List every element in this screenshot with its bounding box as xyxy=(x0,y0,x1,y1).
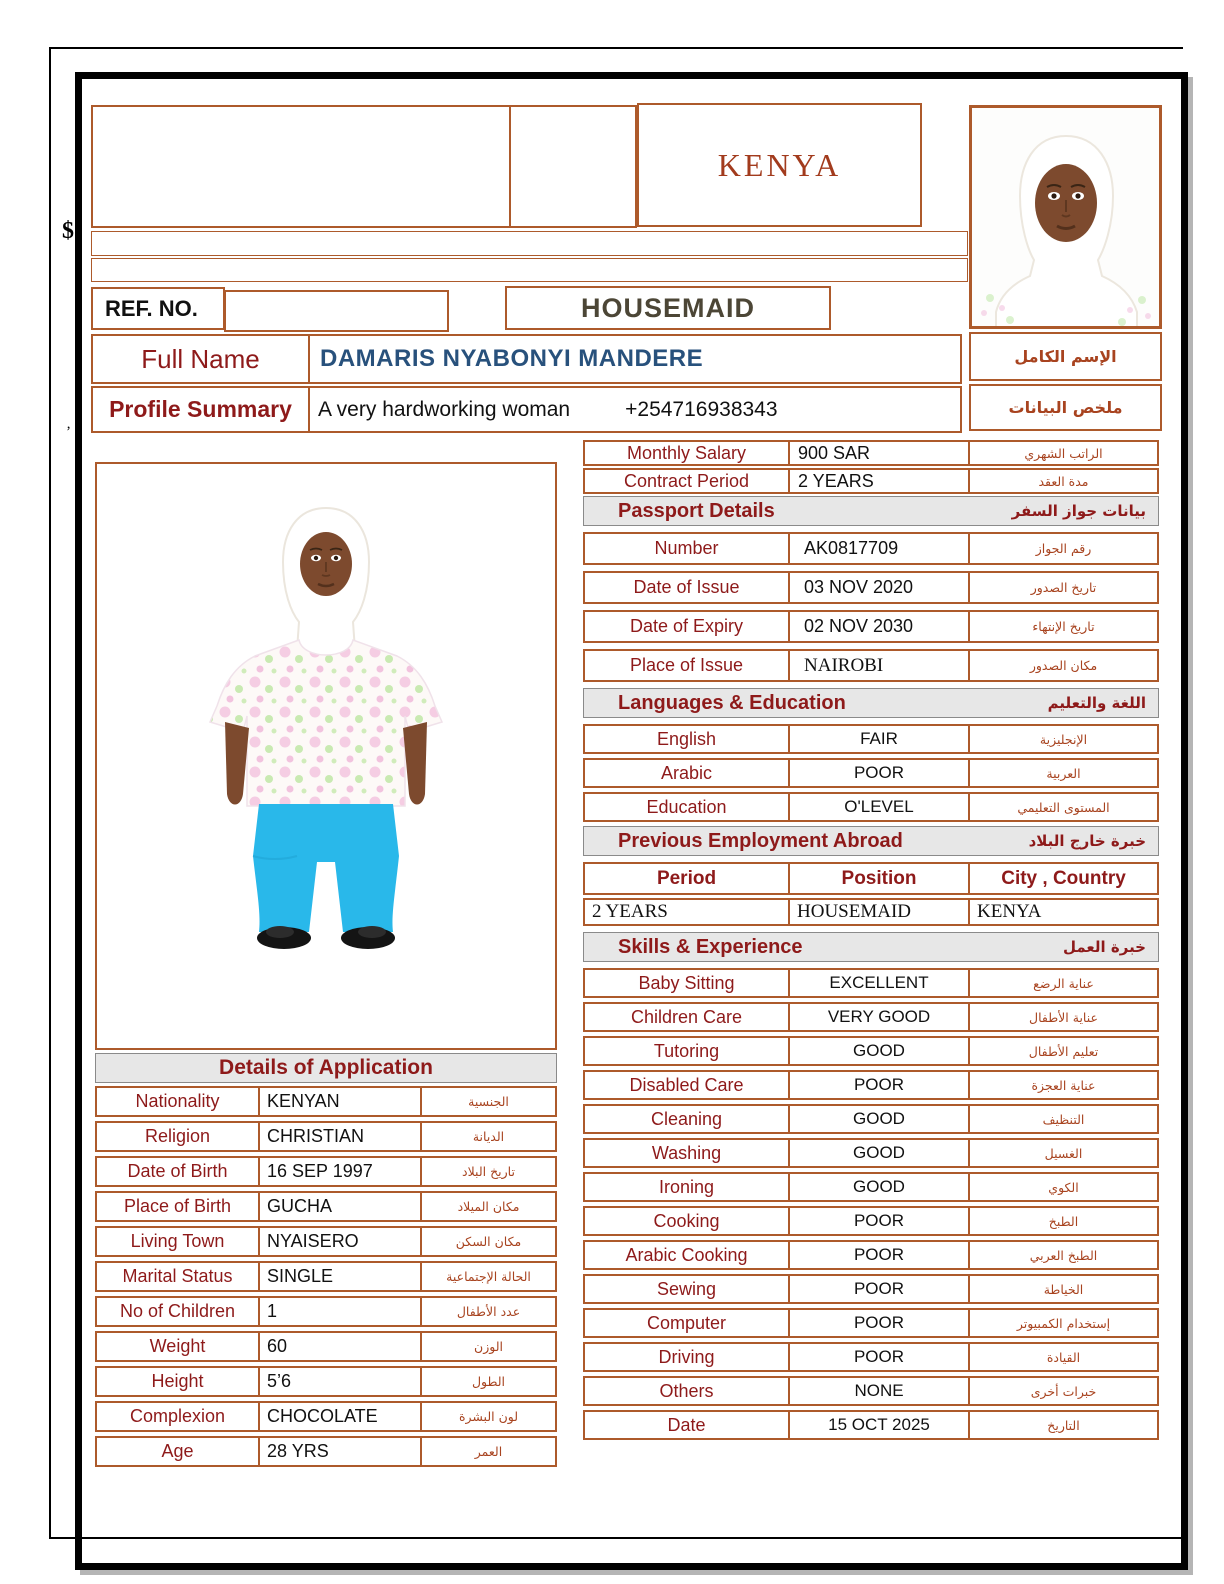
row-arabic-label: تاريخ الإنتهاء xyxy=(1032,619,1095,634)
table-row xyxy=(583,968,1159,998)
row-label: Date xyxy=(667,1414,706,1435)
row-label: Cooking xyxy=(653,1210,720,1231)
position-title: HOUSEMAID xyxy=(505,286,831,330)
row-arabic-label: لون البشرة xyxy=(458,1409,519,1424)
full-name-label: Full Name xyxy=(91,334,310,384)
row-arabic-label: الكوي xyxy=(1048,1179,1079,1195)
table-row xyxy=(95,1331,557,1362)
row-value: Position xyxy=(788,864,970,893)
ref-no-label: REF. NO. xyxy=(91,287,225,330)
table-row xyxy=(583,468,1159,494)
row-value: GOOD xyxy=(788,1038,970,1064)
row-label: Sewing xyxy=(656,1278,717,1299)
row-value: HOUSEMAID xyxy=(788,900,970,924)
row-label: 2 YEARS xyxy=(592,901,668,922)
row-label: Disabled Care xyxy=(629,1074,744,1095)
full-name-arabic-label: الإسم الكامل xyxy=(969,332,1162,381)
row-arabic-label: الإنجليزية xyxy=(1039,731,1088,747)
section-header xyxy=(583,826,1159,856)
row-arabic-label: الطول xyxy=(471,1374,506,1389)
row-arabic-label: الديانة xyxy=(472,1129,505,1144)
row-label: Ironing xyxy=(658,1176,715,1197)
row-value: POOR xyxy=(788,1208,970,1234)
fullbody-illustration xyxy=(97,464,555,1048)
row-arabic-label: عدد الأطفال xyxy=(456,1304,521,1319)
table-row xyxy=(95,1191,557,1222)
row-label: No of Children xyxy=(119,1301,236,1321)
table-row xyxy=(583,898,1159,926)
table-row xyxy=(583,1104,1159,1134)
table-row xyxy=(583,532,1159,565)
row-arabic-label: الخياطة xyxy=(1043,1281,1084,1297)
section-title: Passport Details xyxy=(618,499,775,522)
table-row xyxy=(583,758,1159,788)
row-value: POOR xyxy=(788,1242,970,1268)
country-title-box xyxy=(637,103,922,227)
table-row xyxy=(583,1410,1159,1440)
row-label: Period xyxy=(656,867,717,889)
profile-summary-arabic-label: ملخص البيانات xyxy=(969,384,1162,431)
row-arabic-label: القيادة xyxy=(1046,1349,1081,1365)
row-label: Washing xyxy=(651,1142,722,1163)
header-empty-box-middle xyxy=(509,105,637,228)
row-value: POOR xyxy=(788,1310,970,1336)
row-label: Date of Issue xyxy=(633,577,740,597)
profile-phone-number: +254716938343 xyxy=(625,397,778,421)
table-row xyxy=(95,1296,557,1327)
table-row xyxy=(583,649,1159,682)
row-label: Number xyxy=(654,538,719,558)
section-title-arabic: خبرة العمل xyxy=(1062,938,1146,956)
section-title: Skills & Experience xyxy=(618,935,803,958)
row-value: VERY GOOD xyxy=(788,1004,970,1030)
row-arabic-label: التنظيف xyxy=(1042,1111,1085,1127)
row-value: 28 YRS xyxy=(258,1438,422,1465)
row-label: Baby Sitting xyxy=(638,972,735,993)
table-row xyxy=(583,1342,1159,1372)
table-row xyxy=(583,1002,1159,1032)
header-blank-row-2 xyxy=(91,258,968,282)
applicant-headshot-photo xyxy=(969,105,1162,329)
row-arabic-label: عناية العجزة xyxy=(1031,1077,1096,1093)
row-arabic-label: مدة العقد xyxy=(1038,473,1089,489)
row-value: 2 YEARS xyxy=(788,470,970,492)
ref-no-field xyxy=(224,290,449,332)
row-label: Date of Birth xyxy=(127,1161,228,1181)
details-of-application-table xyxy=(95,1086,557,1471)
row-arabic-label: الحالة الإجتماعية xyxy=(446,1269,531,1284)
section-title-arabic: خبرة خارج البلاد xyxy=(1028,832,1146,850)
details-of-application-header: Details of Application xyxy=(95,1053,557,1083)
row-value: 1 xyxy=(258,1298,422,1325)
header-blank-row-1 xyxy=(91,231,968,256)
row-label: Religion xyxy=(144,1126,211,1146)
row-arabic-label: الجنسية xyxy=(468,1094,509,1109)
table-row xyxy=(95,1156,557,1187)
row-value: GUCHA xyxy=(258,1193,422,1220)
row-value: EXCELLENT xyxy=(788,970,970,996)
row-value: 900 SAR xyxy=(788,442,970,464)
section-title: Previous Employment Abroad xyxy=(618,829,903,852)
row-label: Monthly Salary xyxy=(626,442,747,463)
table-row xyxy=(583,1070,1159,1100)
row-arabic-label: الطبخ xyxy=(1048,1213,1079,1229)
table-row xyxy=(583,724,1159,754)
row-value: AK0817709 xyxy=(788,534,970,563)
table-row xyxy=(95,1436,557,1467)
row-value: GOOD xyxy=(788,1174,970,1200)
row-label: Weight xyxy=(149,1336,206,1356)
table-row xyxy=(583,1240,1159,1270)
row-arabic-label: عناية الأطفال xyxy=(1029,1009,1098,1025)
section-title: Languages & Education xyxy=(618,691,846,714)
row-value: CHRISTIAN xyxy=(258,1123,422,1150)
row-label: Age xyxy=(161,1441,194,1461)
table-row xyxy=(583,1036,1159,1066)
row-value: 02 NOV 2030 xyxy=(788,612,970,641)
table-row xyxy=(583,571,1159,604)
table-row xyxy=(95,1401,557,1432)
profile-summary-text: A very hardworking woman xyxy=(318,397,571,421)
row-label: Marital Status xyxy=(122,1266,233,1286)
row-value: KENYAN xyxy=(258,1088,422,1115)
row-value: 03 NOV 2020 xyxy=(788,573,970,602)
row-value: 15 OCT 2025 xyxy=(788,1412,970,1438)
margin-tick-mark: ’ xyxy=(66,424,71,440)
row-value: FAIR xyxy=(788,726,970,752)
row-label: Complexion xyxy=(129,1406,226,1426)
row-value: O'LEVEL xyxy=(788,794,970,820)
row-arabic-label: الراتب الشهري xyxy=(1024,445,1103,461)
row-arabic-label: العمر xyxy=(474,1444,503,1459)
row-value: 16 SEP 1997 xyxy=(258,1158,422,1185)
table-row xyxy=(583,1376,1159,1406)
headshot-illustration xyxy=(972,108,1161,328)
row-value: GOOD xyxy=(788,1140,970,1166)
row-arabic-label: City , Country xyxy=(1001,867,1126,889)
row-value: GOOD xyxy=(788,1106,970,1132)
row-arabic-label: عناية الرضع xyxy=(1033,975,1094,991)
row-label: Cleaning xyxy=(650,1108,723,1129)
section-header xyxy=(583,688,1159,718)
table-row xyxy=(95,1086,557,1117)
row-label: Arabic xyxy=(660,762,713,783)
row-label: Date of Expiry xyxy=(629,616,744,636)
section-header xyxy=(583,496,1159,526)
row-label: Tutoring xyxy=(653,1040,720,1061)
row-arabic-label: KENYA xyxy=(977,901,1042,922)
row-value: POOR xyxy=(788,1344,970,1370)
row-value: POOR xyxy=(788,1072,970,1098)
row-arabic-label: خبرات أخرى xyxy=(1030,1383,1097,1399)
row-arabic-label: مكان الصدور xyxy=(1029,658,1098,673)
row-label: Driving xyxy=(658,1346,715,1367)
table-row xyxy=(583,610,1159,643)
row-value: POOR xyxy=(788,1276,970,1302)
row-arabic-label: تاريخ الصدور xyxy=(1030,580,1097,595)
section-title-arabic: اللغة والتعليم xyxy=(1047,694,1146,712)
row-arabic-label: مكان السكن xyxy=(455,1234,522,1249)
row-arabic-label: الوزن xyxy=(474,1339,503,1354)
row-arabic-label: إستخدام الكمبيوتر xyxy=(1016,1315,1111,1331)
row-value: 60 xyxy=(258,1333,422,1360)
right-info-table xyxy=(583,440,1159,1444)
row-arabic-label: تاريخ البلاد xyxy=(462,1164,515,1179)
row-arabic-label: التاريخ xyxy=(1047,1417,1080,1433)
table-row xyxy=(95,1366,557,1397)
row-arabic-label: تعليم الأطفال xyxy=(1028,1043,1099,1059)
row-value: 5’6 xyxy=(258,1368,422,1395)
profile-summary-value xyxy=(308,386,962,433)
margin-dollar-mark: $ xyxy=(62,218,74,244)
table-row xyxy=(583,1206,1159,1236)
row-label: Place of Issue xyxy=(629,655,744,675)
row-value: NYAISERO xyxy=(258,1228,422,1255)
table-row xyxy=(95,1261,557,1292)
country-title: KENYA xyxy=(717,146,842,183)
row-value: SINGLE xyxy=(258,1263,422,1290)
row-label: Children Care xyxy=(630,1006,743,1027)
row-arabic-label: العربية xyxy=(1046,765,1081,781)
row-arabic-label: الطبخ العربي xyxy=(1029,1247,1098,1263)
row-label: Height xyxy=(151,1371,204,1391)
row-label: Living Town xyxy=(130,1231,225,1251)
row-label: English xyxy=(656,728,717,749)
section-header xyxy=(583,932,1159,962)
row-label: Nationality xyxy=(135,1091,220,1111)
applicant-fullbody-photo xyxy=(95,462,557,1050)
table-row xyxy=(583,1274,1159,1304)
table-row xyxy=(583,1138,1159,1168)
row-label: Place of Birth xyxy=(123,1196,232,1216)
row-value: CHOCOLATE xyxy=(258,1403,422,1430)
full-name-value: DAMARIS NYABONYI MANDERE xyxy=(308,334,962,384)
row-arabic-label: المستوى التعليمي xyxy=(1017,799,1110,815)
row-value: NONE xyxy=(788,1378,970,1404)
table-row xyxy=(95,1226,557,1257)
row-arabic-label: رقم الجواز xyxy=(1035,541,1092,556)
row-arabic-label: الغسيل xyxy=(1044,1145,1083,1161)
table-row xyxy=(583,1308,1159,1338)
section-title-arabic: بيانات جواز السفر xyxy=(1011,502,1146,520)
table-row xyxy=(583,862,1159,895)
row-value: POOR xyxy=(788,760,970,786)
profile-summary-label: Profile Summary xyxy=(91,386,310,433)
row-label: Arabic Cooking xyxy=(625,1244,748,1265)
table-row xyxy=(583,1172,1159,1202)
row-label: Computer xyxy=(646,1312,727,1333)
table-row xyxy=(583,792,1159,822)
header-empty-box-left xyxy=(91,105,511,228)
row-label: Contract Period xyxy=(623,470,750,491)
row-label: Education xyxy=(646,796,727,817)
row-arabic-label: مكان الميلاد xyxy=(457,1199,520,1214)
table-row xyxy=(95,1121,557,1152)
row-label: Others xyxy=(659,1380,714,1401)
table-row xyxy=(583,440,1159,466)
row-value: NAIROBI xyxy=(788,651,970,680)
